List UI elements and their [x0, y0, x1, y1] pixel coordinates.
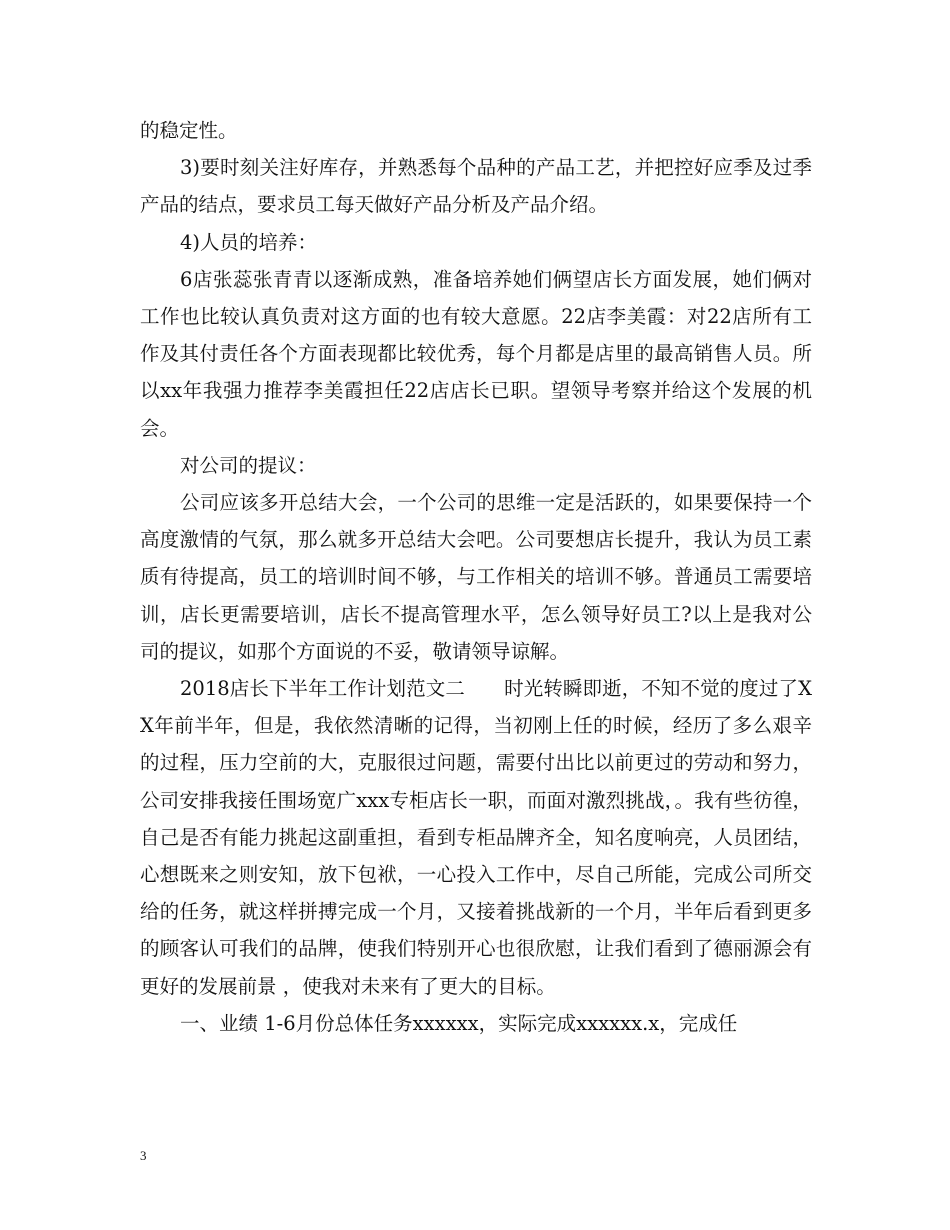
- paragraph-performance: 一、业绩 1-6月份总体任务xxxxxx，实际完成xxxxxx.x，完成任: [180, 1011, 738, 1035]
- paragraph-suggestions-heading: 对公司的提议：: [180, 453, 317, 477]
- page-number: 3: [140, 1148, 147, 1163]
- paragraph-plan-two: 2018店长下半年工作计划范文二 时光转瞬即逝，不知不觉的度过了XX年前半年，但是，我依然清晰的记得，当初刚上任的时候，经历了多么艰辛的过程，压力空前的大，克服很过问题，需要付出比以前更过的劳动和努力，公司安排我接任围场宽广xxx专柜店长一职，而面对激烈挑战，。我有些彷徨，自己是否有能力挑起这副重担，看到专柜品牌齐全，知名度响亮，人员团结，心想既来之则安知，放下包袱，一心投入工作中，尽自己所能，完成公司所交给的任务，就这样拼搏完成一个月，又接着挑战新的一个月，半年后看到更多的顾客认可我们的品牌，使我们特别开心也很欣慰，让我们看到了德丽源会有更好的发展前景 ，使我对未来有了更大的目标。: [140, 677, 812, 998]
- paragraph-staff-training-heading: 4)人员的培养：: [180, 230, 318, 254]
- paragraph-suggestions: 公司应该多开总结大会，一个公司的思维一定是活跃的，如果要保持一个高度激情的气氛，那么就多开总结大会吧。公司要想店长提升，我认为员工素质有待提高，员工的培训时间不够，与工作相关的培训不够。普通员工需要培训，店长更需要培训，店长不提高管理水平，怎么领导好员工?以上是我对公司的提议，如那个方面说的不妥，敬请领导谅解。: [140, 491, 812, 663]
- paragraph-continuation: 的稳定性。: [140, 119, 238, 142]
- paragraph-staff-training: 6店张蕊张青青以逐渐成熟，准备培养她们俩望店长方面发展，她们俩对工作也比较认真负责对这方面的也有较大意愿。22店李美霞：对22店所有工作及其付责任各个方面表现都比较优秀，每个月都是店里的最高销售人员。所以xx年我强力推荐李美霞担任22店店长已职。望领导考察并给这个发展的机会。: [140, 267, 812, 440]
- body-text: [140, 112, 812, 1042]
- paragraph-inventory: 3)要时刻关注好库存，并熟悉每个品种的产品工艺，并把控好应季及过季产品的结点，要求员工每天做好产品分析及产品介绍。: [140, 156, 812, 217]
